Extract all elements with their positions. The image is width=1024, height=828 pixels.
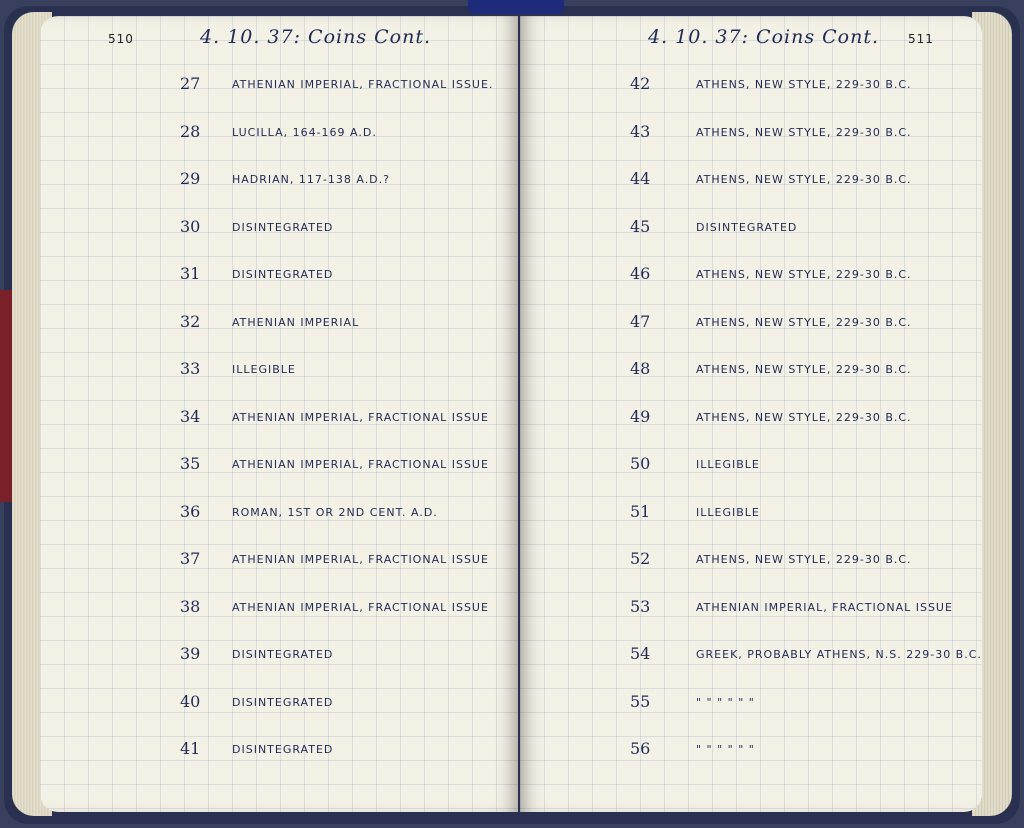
entry-number: 39	[180, 644, 201, 663]
entry-number: 37	[180, 549, 201, 568]
list-item	[40, 122, 518, 170]
entry-description: ATHENS, NEW STYLE, 229-30 B.C.	[696, 173, 912, 186]
entry-list	[40, 74, 518, 787]
list-item	[520, 692, 982, 740]
list-item	[520, 502, 982, 550]
entry-description: DISINTEGRATED	[696, 220, 798, 234]
list-item	[520, 217, 982, 265]
entry-description: ATHENS, NEW STYLE, 229-30 B.C.	[696, 78, 912, 91]
list-item	[520, 122, 982, 170]
entry-description: DISINTEGRATED	[232, 743, 334, 756]
list-item	[520, 739, 982, 787]
list-item	[520, 312, 982, 360]
entry-description: " " " " " "	[696, 695, 755, 709]
entry-description: DISINTEGRATED	[232, 695, 334, 709]
list-item	[520, 264, 982, 312]
entry-description: ATHENS, NEW STYLE, 229-30 B.C.	[696, 125, 912, 139]
entry-description: ATHENS, NEW STYLE, 229-30 B.C.	[696, 553, 912, 566]
entry-description: LUCILLA, 164-169 A.D.	[232, 125, 377, 139]
entry-description: ATHENS, NEW STYLE, 229-30 B.C.	[696, 315, 912, 329]
list-item	[40, 597, 518, 645]
entry-description: HADRIAN, 117-138 A.D.?	[232, 173, 390, 186]
entry-number: 50	[630, 454, 651, 473]
page-header: 4. 10. 37: Coins Cont.	[200, 26, 432, 48]
list-item	[40, 739, 518, 787]
list-item	[40, 454, 518, 502]
page-number: 510	[108, 32, 134, 46]
entry-number: 55	[630, 691, 651, 711]
list-item	[40, 74, 518, 122]
entry-description: ILLEGIBLE	[232, 363, 296, 376]
list-item	[520, 597, 982, 645]
entry-number: 47	[630, 311, 651, 331]
entry-description: DISINTEGRATED	[232, 648, 334, 661]
entry-number: 46	[630, 264, 651, 283]
list-item	[520, 169, 982, 217]
list-item	[40, 407, 518, 455]
entry-description: ATHENS, NEW STYLE, 229-30 B.C.	[696, 410, 912, 424]
entry-number: 29	[180, 169, 201, 188]
list-item	[40, 312, 518, 360]
entry-number: 36	[180, 501, 201, 521]
entry-description: ATHENIAN IMPERIAL, FRACTIONAL ISSUE.	[232, 78, 494, 91]
elastic-band	[468, 0, 564, 14]
left-page	[40, 16, 518, 812]
entry-number: 48	[630, 359, 651, 378]
entry-number: 35	[180, 454, 201, 473]
page-header: 4. 10. 37: Coins Cont.	[648, 26, 880, 48]
list-item	[40, 502, 518, 550]
entry-number: 32	[180, 311, 201, 331]
entry-description: ILLEGIBLE	[696, 505, 760, 519]
list-item	[520, 359, 982, 407]
entry-number: 51	[630, 501, 651, 521]
entry-description: GREEK, PROBABLY ATHENS, N.S. 229-30 B.C.	[696, 648, 982, 661]
entry-description: ATHENS, NEW STYLE, 229-30 B.C.	[696, 363, 912, 376]
entry-number: 41	[180, 739, 201, 758]
entry-description: " " " " " "	[696, 743, 755, 756]
entry-number: 42	[630, 74, 651, 93]
entry-description: ATHENIAN IMPERIAL, FRACTIONAL ISSUE	[232, 458, 489, 471]
list-item	[520, 407, 982, 455]
entry-number: 27	[180, 74, 201, 93]
entry-number: 31	[180, 264, 201, 283]
entry-number: 38	[180, 596, 201, 616]
list-item	[40, 644, 518, 692]
entry-description: ROMAN, 1ST OR 2ND CENT. A.D.	[232, 505, 438, 519]
right-page	[520, 16, 982, 812]
entry-description: ATHENIAN IMPERIAL, FRACTIONAL ISSUE	[232, 410, 489, 424]
entry-number: 56	[630, 739, 651, 758]
entry-description: ATHENIAN IMPERIAL, FRACTIONAL ISSUE	[232, 553, 489, 566]
entry-number: 40	[180, 691, 201, 711]
list-item	[40, 549, 518, 597]
entry-number: 45	[630, 216, 651, 236]
entry-number: 52	[630, 549, 651, 568]
list-item	[40, 217, 518, 265]
entry-number: 34	[180, 406, 201, 426]
list-item	[520, 454, 982, 502]
entry-description: ATHENIAN IMPERIAL, FRACTIONAL ISSUE	[696, 600, 953, 614]
entry-number: 54	[630, 644, 651, 663]
entry-number: 53	[630, 596, 651, 616]
entry-number: 30	[180, 216, 201, 236]
entry-description: ATHENS, NEW STYLE, 229-30 B.C.	[696, 268, 912, 281]
entry-number: 33	[180, 359, 201, 378]
entry-number: 49	[630, 406, 651, 426]
list-item	[520, 74, 982, 122]
entry-number: 28	[180, 121, 201, 141]
entry-description: ATHENIAN IMPERIAL, FRACTIONAL ISSUE	[232, 600, 489, 614]
entry-number: 43	[630, 121, 651, 141]
list-item	[40, 359, 518, 407]
list-item	[40, 692, 518, 740]
entry-number: 44	[630, 169, 651, 188]
list-item	[520, 549, 982, 597]
list-item	[40, 169, 518, 217]
page-number: 511	[908, 32, 934, 46]
entry-list	[520, 74, 982, 787]
list-item	[520, 644, 982, 692]
entry-description: DISINTEGRATED	[232, 220, 334, 234]
entry-description: ATHENIAN IMPERIAL	[232, 315, 360, 329]
entry-description: DISINTEGRATED	[232, 268, 334, 281]
entry-description: ILLEGIBLE	[696, 458, 760, 471]
list-item	[40, 264, 518, 312]
